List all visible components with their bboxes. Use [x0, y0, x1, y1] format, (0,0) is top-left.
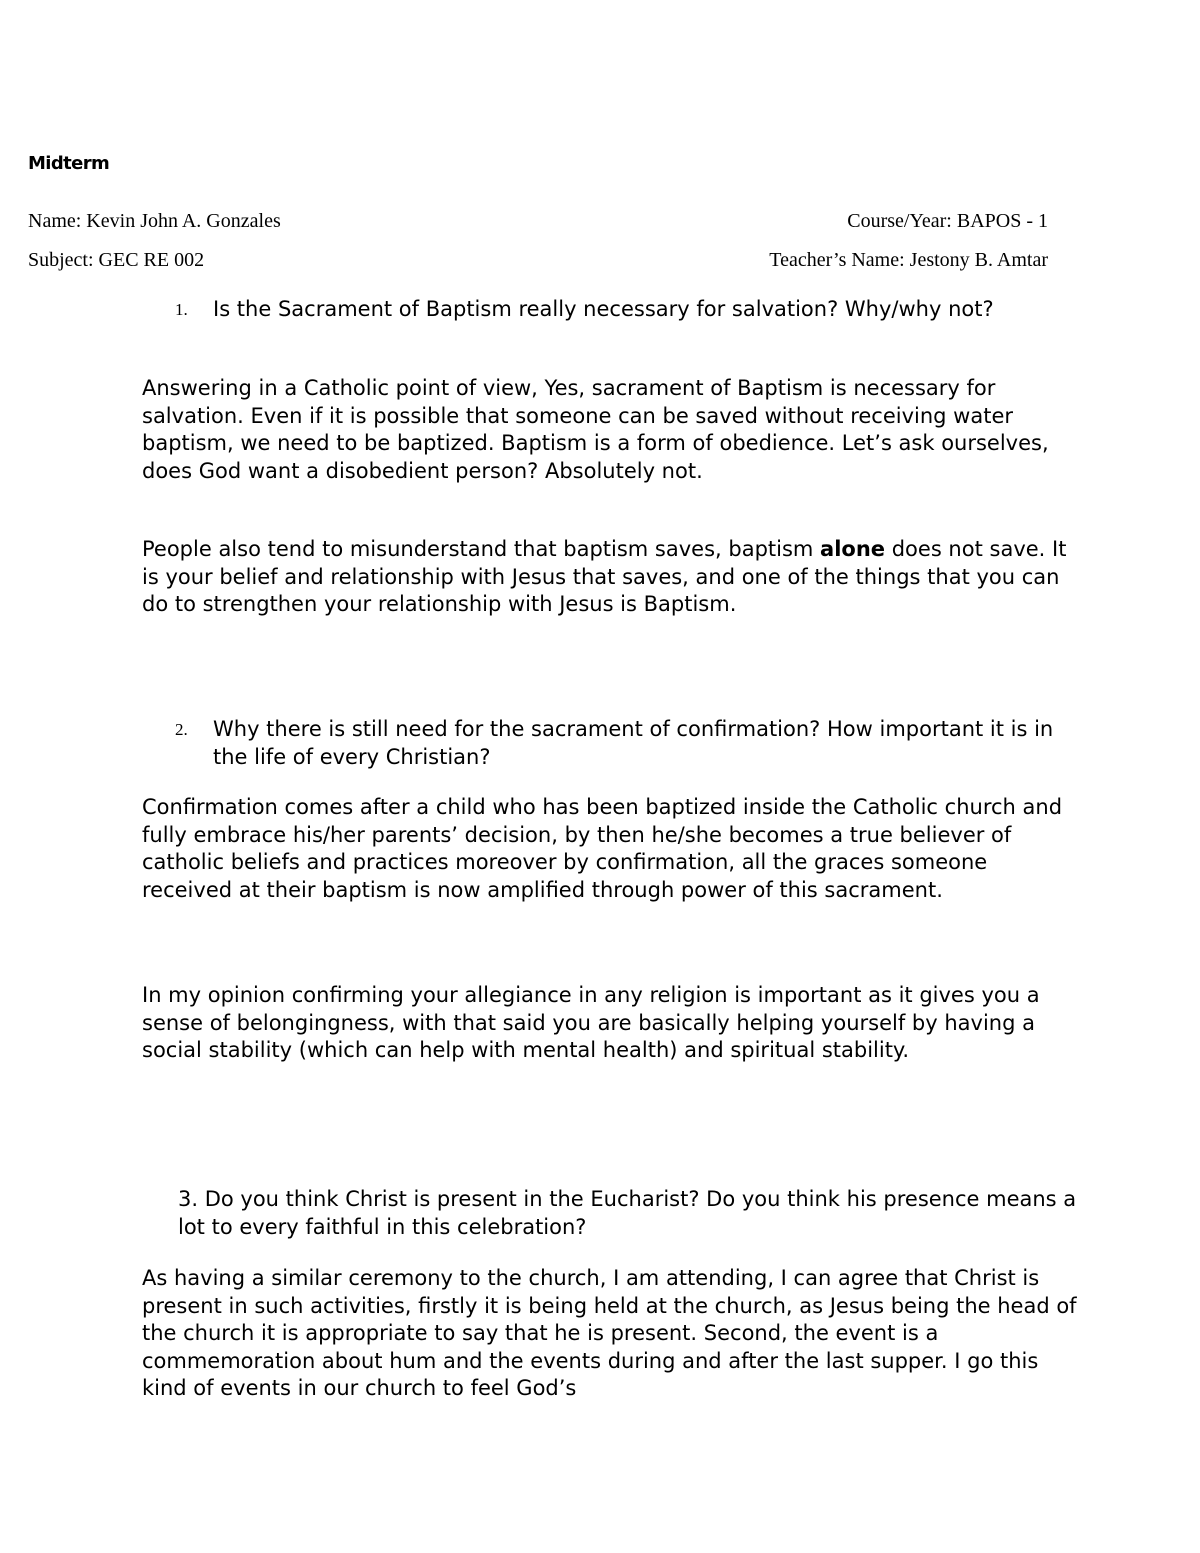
answer-1-paragraph-2-end: does not save. It is your belief and relationship with Jesus that saves, and one of the things that you can do to strengthen your relationship with Jesus is Baptism.: [142, 537, 1067, 616]
answer-2-paragraph-1: Confirmation comes after a child who has been baptized inside the Catholic church and fully embrace his/her parents’ decision, by then he/she becomes a true believer of catholic beliefs and practices moreover by confirmation, all the graces someone received at their baptism is now amplified through power of this sacrament.: [142, 795, 1063, 902]
question-1-number: 1.: [175, 300, 188, 319]
document-title: Midterm: [28, 153, 110, 174]
question-2-text: Why there is still need for the sacrament of confirmation? How important it is in the life of every Christian?: [213, 717, 1054, 769]
question-3-text: 3. Do you think Christ is present in the Eucharist? Do you think his presence means a lot to every faithful in this celebration?: [178, 1187, 1077, 1239]
answer-1-paragraph-1: Answering in a Catholic point of view, Yes, sacrament of Baptism is necessary for salvation. Even if it is possible that someone can be saved without receiving water baptism, we need to be baptized. Baptism is a form of obedience. Let’s ask ourselves, does God want a disobedient person? Absolutely not.: [142, 376, 1049, 483]
course-year: Course/Year: BAPOS - 1: [847, 210, 1048, 232]
question-2-number: 2.: [175, 720, 188, 739]
emphasis-alone: alone: [820, 537, 886, 561]
teacher-name: Teacher’s Name: Jestony B. Amtar: [769, 249, 1048, 271]
question-2: [175, 716, 1075, 771]
subject: Subject: GEC RE 002: [28, 249, 205, 271]
answer-1-paragraph-2: [142, 536, 1077, 619]
answer-3-paragraph-1: As having a similar ceremony to the church, I am attending, I can agree that Christ is present in such activities, firstly it is being held at the church, as Jesus being the head of the church it is appropriate to say that he is present. Second, the event is a commemoration about hum and the events during and after the last supper. I go this kind of events in our church to feel God’s: [142, 1266, 1077, 1400]
question-1-text: Is the Sacrament of Baptism really necessary for salvation? Why/why not?: [213, 297, 994, 321]
answer-2-paragraph-2: In my opinion confirming your allegiance in any religion is important as it gives you a sense of belongingness, with that said you are basically helping yourself by having a social stability (which can help with mental health) and spiritual stability.: [142, 983, 1040, 1062]
question-1: [175, 296, 1075, 324]
answer-1-paragraph-2-start: People also tend to misunderstand that baptism saves, baptism: [142, 537, 821, 561]
student-name: Name: Kevin John A. Gonzales: [28, 210, 281, 232]
